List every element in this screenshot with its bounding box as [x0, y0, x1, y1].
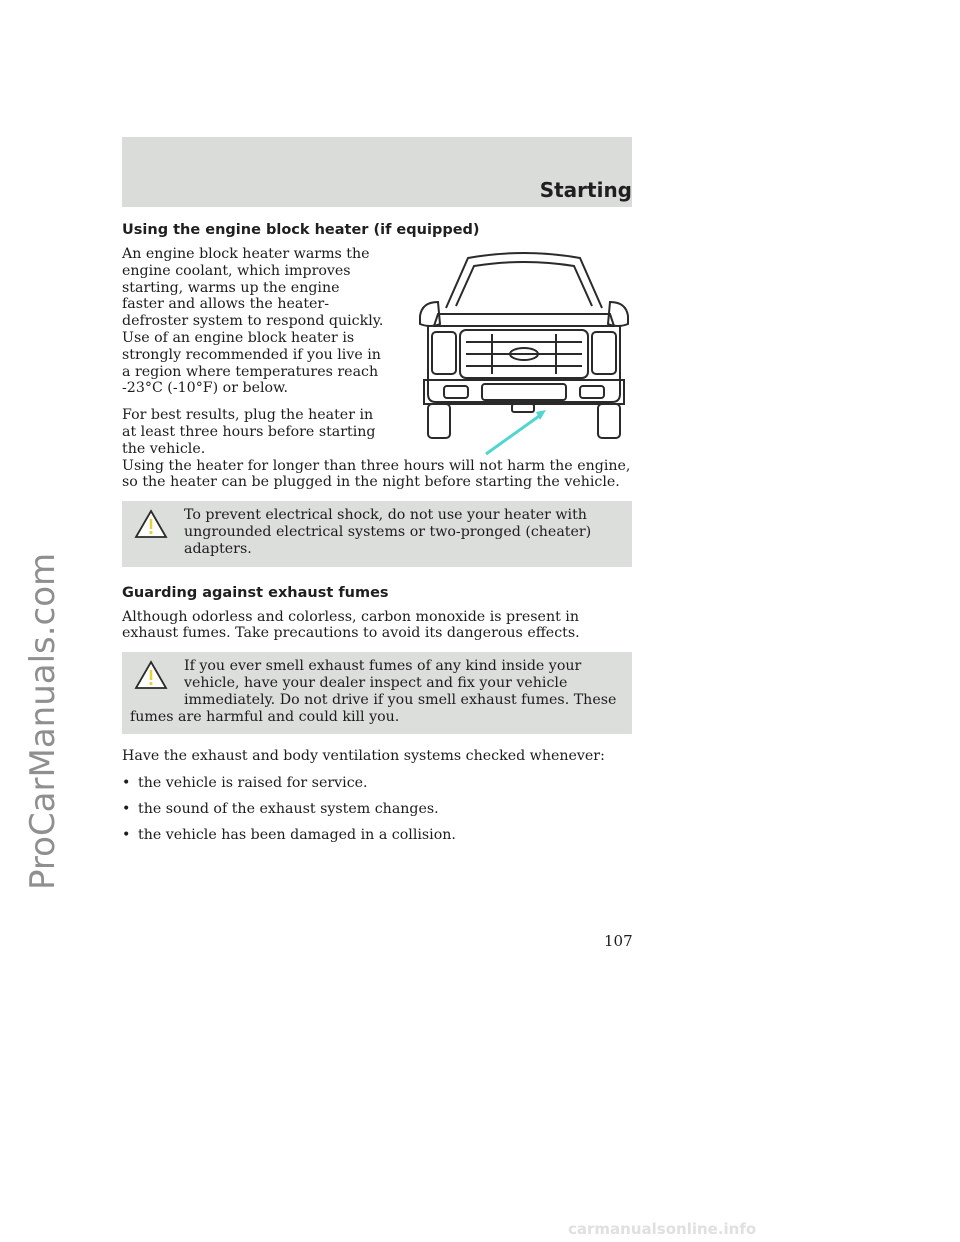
list-item: [122, 801, 632, 818]
block-heater-paragraph-2b: Using the heater for longer than three hours will not harm the engine, so the heater can be plugged in the night before starting the vehicle.: [122, 457, 631, 491]
ventilation-check-intro: Have the exhaust and body ventilation systems checked whenever:: [122, 748, 605, 765]
list-item-text: the vehicle has been damaged in a collision.: [138, 826, 456, 843]
warning-triangle-icon: [134, 660, 174, 694]
exhaust-heading: Guarding against exhaust fumes: [122, 584, 389, 601]
exhaust-paragraph: Although odorless and colorless, carbon monoxide is present in exhaust fumes. Take precautions to avoid its dangerous effects.: [122, 608, 580, 642]
electrical-shock-warning: [122, 501, 632, 566]
side-watermark-text: ProCarManuals.com: [23, 552, 63, 890]
side-watermark: [8, 420, 68, 900]
footer-watermark: carmanualsonline.info: [568, 1220, 757, 1238]
bullet-icon: •: [122, 826, 131, 843]
bullet-icon: •: [122, 800, 131, 817]
block-heater-heading: Using the engine block heater (if equipped): [122, 222, 480, 238]
list-item-text: the sound of the exhaust system changes.: [138, 800, 439, 817]
exhaust-fumes-warning-text: If you ever smell exhaust fumes of any kind inside your vehicle, have your dealer inspect and fix your vehicle immediately. Do not drive if you smell exhaust fumes. These fumes are harmful and could kill you.: [130, 658, 617, 725]
warning-triangle-icon: [134, 509, 174, 543]
page-number: 107: [604, 932, 633, 950]
electrical-shock-warning-text: To prevent electrical shock, do not use your heater with ungrounded electrical systems or two-pronged (cheater) adapters.: [184, 507, 592, 557]
section-title: Starting: [539, 178, 632, 202]
block-heater-paragraph-2a: For best results, plug the heater in at least three hours before starting the vehicle.: [122, 407, 376, 457]
page-content: [122, 222, 632, 853]
exhaust-fumes-warning: [122, 652, 632, 734]
bullet-icon: •: [122, 775, 131, 792]
list-item: [122, 827, 632, 844]
block-heater-paragraph-1: An engine block heater warms the engine coolant, which improves starting, warms up the engine faster and allows the heater-defroster system to respond quickly. Use of an engine block heater is strongly recommended if you live in a region where temperatures reach -23°C (-10°F) or below.: [122, 246, 384, 397]
truck-front-illustration: [408, 244, 640, 456]
list-item-text: the vehicle is raised for service.: [138, 775, 368, 792]
heater-location-arrow: [486, 414, 542, 454]
truck-svg: [408, 244, 640, 456]
list-item: [122, 775, 632, 792]
